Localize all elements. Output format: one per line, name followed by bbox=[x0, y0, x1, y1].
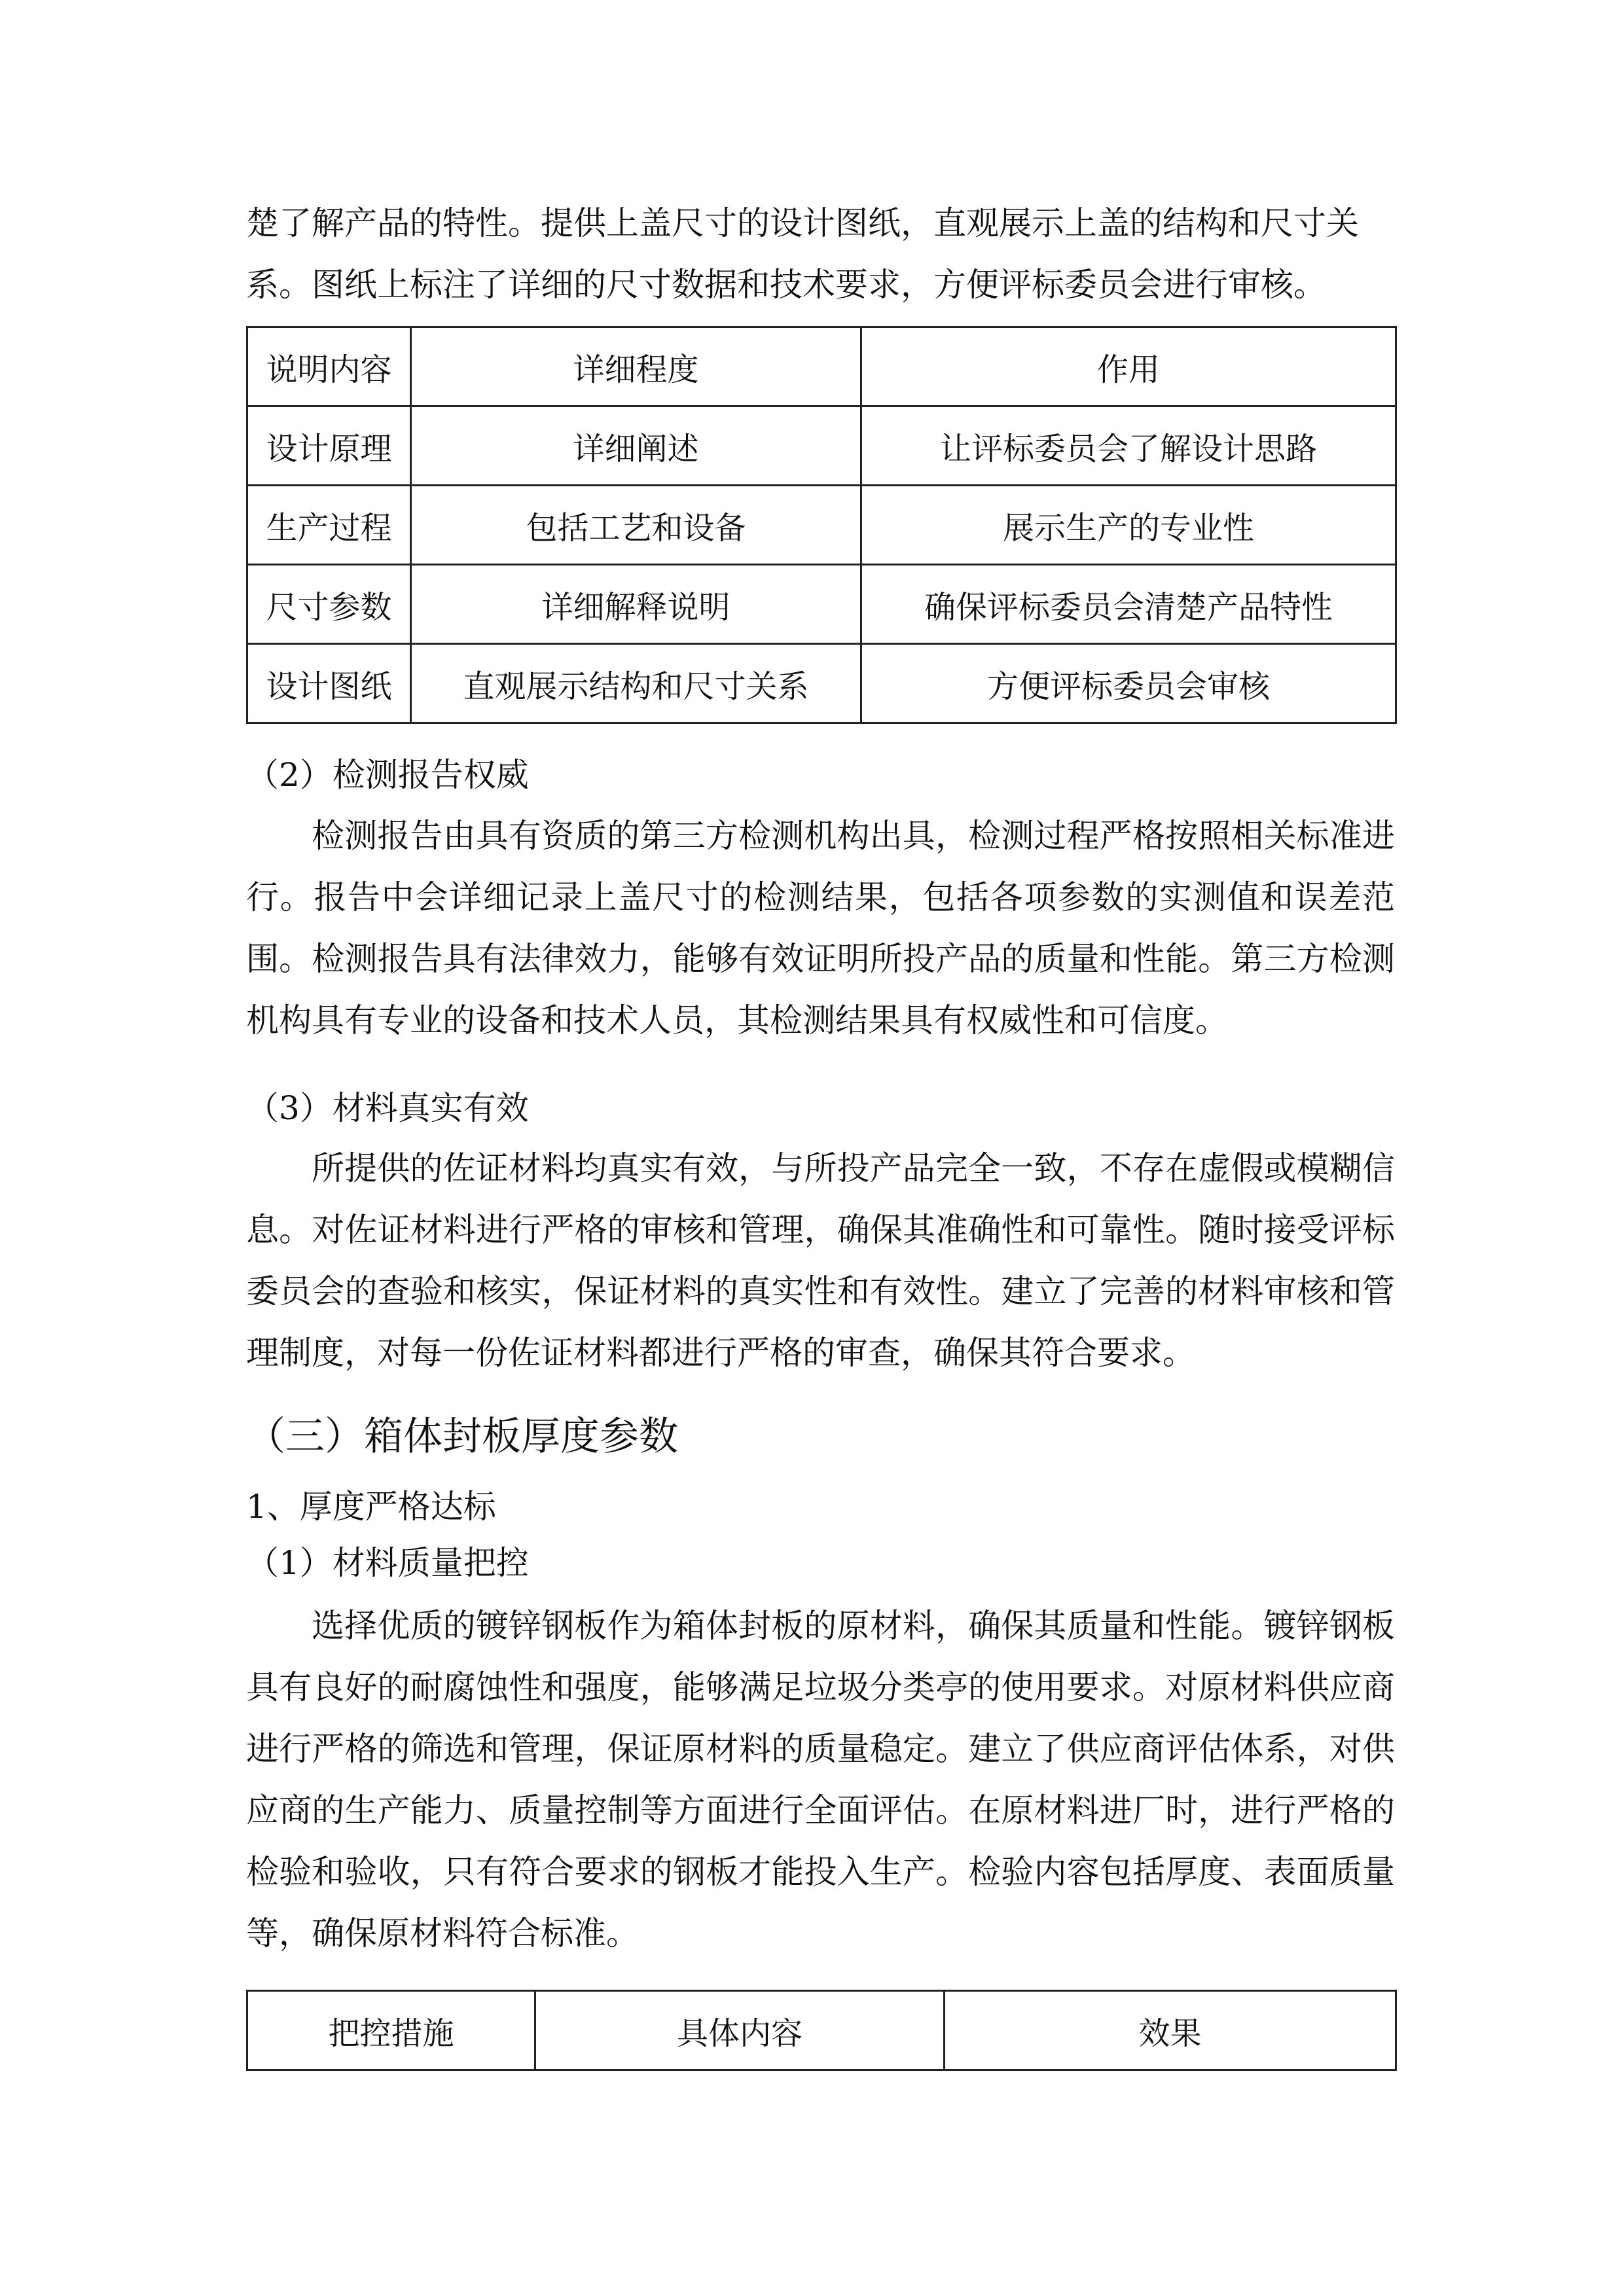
table-row bbox=[247, 486, 1396, 565]
table-header-row bbox=[247, 1991, 1396, 2070]
table-header-cell: 说明内容 bbox=[247, 327, 411, 406]
section-2-body: 检测报告由具有资质的第三方检测机构出具，检测过程严格按照相关标准进行。报告中会详细记录上盖尺寸的检测结果，包括各项参数的实测值和误差范围。检测报告具有法律效力，能够有效证明所投产品的质量和性能。第三方检测机构具有专业的设备和技术人员，其检测结果具有权威性和可信度。 bbox=[246, 817, 1395, 1039]
table-cell: 确保评标委员会清楚产品特性 bbox=[861, 565, 1396, 644]
section-2-heading: （2）检测报告权威 bbox=[246, 756, 529, 794]
table-header-cell: 作用 bbox=[861, 327, 1396, 406]
table-cell: 生产过程 bbox=[247, 486, 411, 565]
chapter-title: （三）箱体封板厚度参数 bbox=[246, 1414, 678, 1460]
explanation-table bbox=[246, 326, 1397, 724]
table-header-cell: 详细程度 bbox=[411, 327, 861, 406]
section-3-body: 所提供的佐证材料均真实有效，与所投产品完全一致，不存在虚假或模糊信息。对佐证材料进行严格的审核和管理，确保其准确性和可靠性。随时接受评标委员会的查验和核实，保证材料的真实性和有效性。建立了完善的材料审核和管理制度，对每一份佐证材料都进行严格的审查，确保其符合要求。 bbox=[246, 1149, 1395, 1372]
table-cell: 设计原理 bbox=[247, 406, 411, 486]
table-cell: 详细解释说明 bbox=[411, 565, 861, 644]
table-header-row bbox=[247, 327, 1396, 406]
intro-paragraph bbox=[246, 192, 1395, 315]
sub-subsection-heading: （1）材料质量把控 bbox=[246, 1544, 529, 1582]
table-cell: 设计图纸 bbox=[247, 644, 411, 723]
section-3-heading: （3）材料真实有效 bbox=[246, 1089, 529, 1127]
intro-line-1: 楚了解产品的特性。提供上盖尺寸的设计图纸，直观展示上盖的结构和尺寸关 bbox=[246, 204, 1359, 242]
table-header-cell: 效果 bbox=[945, 1991, 1396, 2070]
intro-line-2: 系。图纸上标注了详细的尺寸数据和技术要求，方便评标委员会进行审核。 bbox=[246, 266, 1326, 304]
material-control-body: 选择优质的镀锌钢板作为箱体封板的原材料，确保其质量和性能。镀锌钢板具有良好的耐腐蚀性和强度，能够满足垃圾分类亭的使用要求。对原材料供应商进行严格的筛选和管理，保证原材料的质量稳定。建立了供应商评估体系，对供应商的生产能力、质量控制等方面进行全面评估。在原材料进厂时，进行严格的检验和验收，只有符合要求的钢板才能投入生产。检验内容包括厚度、表面质量等，确保原材料符合标准。 bbox=[246, 1607, 1395, 1952]
table-header-cell: 把控措施 bbox=[247, 1991, 535, 2070]
table-cell: 展示生产的专业性 bbox=[861, 486, 1396, 565]
control-measures-table bbox=[246, 1990, 1397, 2071]
table-row bbox=[247, 565, 1396, 644]
table-cell: 直观展示结构和尺寸关系 bbox=[411, 644, 861, 723]
subsection-heading: 1、厚度严格达标 bbox=[246, 1488, 496, 1526]
table-header-cell: 具体内容 bbox=[535, 1991, 945, 2070]
table-cell: 尺寸参数 bbox=[247, 565, 411, 644]
table-row bbox=[247, 406, 1396, 486]
table-row bbox=[247, 644, 1396, 723]
table-cell: 包括工艺和设备 bbox=[411, 486, 861, 565]
table-cell: 详细阐述 bbox=[411, 406, 861, 486]
table-cell: 方便评标委员会审核 bbox=[861, 644, 1396, 723]
table-cell: 让评标委员会了解设计思路 bbox=[861, 406, 1396, 486]
